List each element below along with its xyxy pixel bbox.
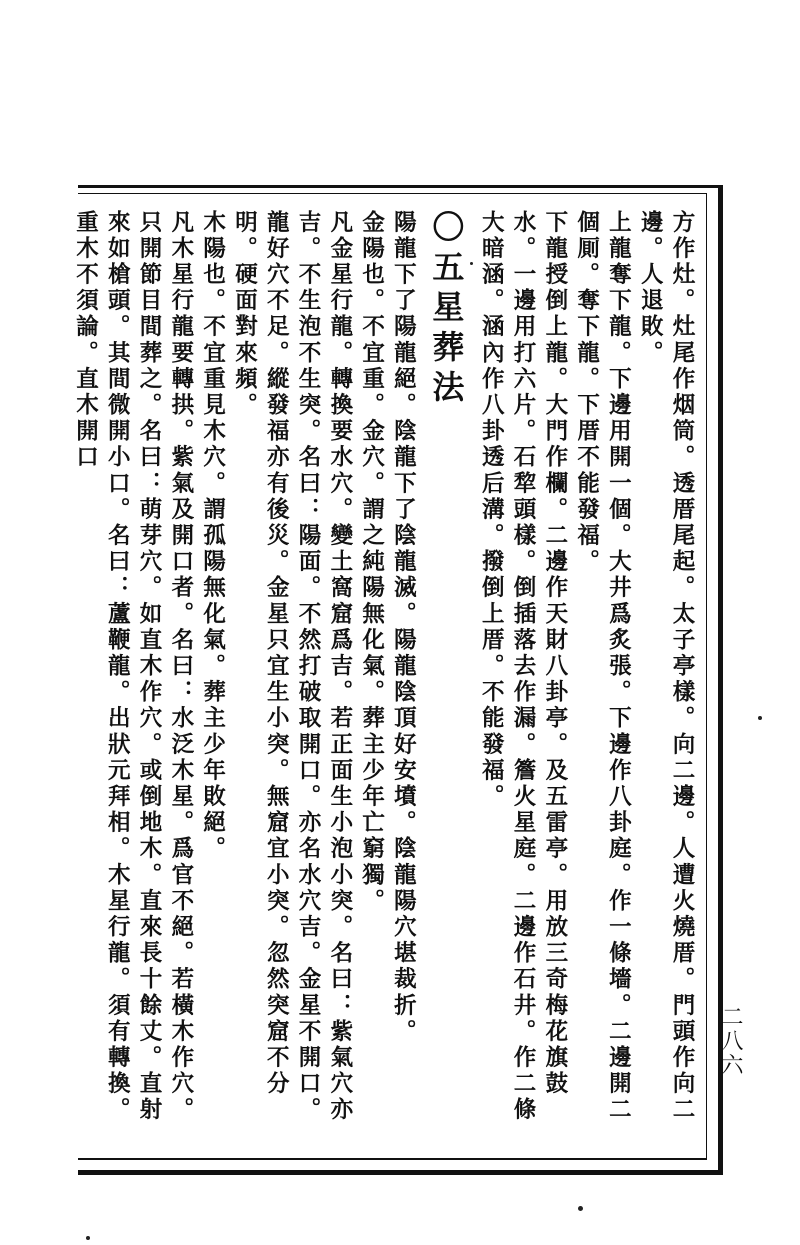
section-heading: 〇五星葬法 [427, 210, 466, 410]
paragraph-5: 金陽也。不宜重。金穴。謂之純陽無化氣。葬主少年亡窮獨。 [358, 210, 385, 915]
paragraph-3: 下龍授倒上龍。大門作欄。二邊作天財八卦亭。及五雷亭。用放三奇梅花旗鼓水。一邊用打六片。石犂頭樣。倒插落去作漏。簷火星庭。二邊作石井。作二條大暗涵。涵內作八卦透后溝。撥倒上厝。不能發福。 [478, 210, 568, 1124]
page-number: 二八六 [718, 1005, 743, 1077]
paragraph-1: 方作灶。灶尾作烟筒。透厝尾起。太子亭樣。向二邊。人遭火燒厝。門頭作向二邊。人退敗。 [637, 210, 695, 1124]
scan-speck [86, 1236, 90, 1240]
paragraph-4: 陽龍下了陽龍絕。陰龍下了陰龍滅。陽龍陰頂好安墳。陰龍陽穴堪裁折。 [390, 210, 417, 1046]
paragraph-8: 凡木星行龍要轉拱。紫氣及開口者。名曰：水泛木星。爲官不絕。若橫木作穴。只開節目間葬之。名曰：萌芽穴。如直木作穴。或倒地木。直來長十餘丈。直射來如槍頭。其間微開小口。名曰：蘆鞭龍。出狀元拜相。木星行龍。須有轉換。重木不須論。直木開口 [72, 210, 194, 1124]
paragraph-2: 上龍奪下龍。下邊用開一個。大井爲炙張。下邊作八卦庭。作一條墻。二邊開二個厠。奪下龍。下厝不能發福。 [573, 210, 632, 1124]
scan-speck [578, 1206, 583, 1211]
paragraph-6: 凡金星行龍。轉換要水穴。變土窩窟爲吉。若正面生小泡小突。名曰：紫氣穴亦吉。不生泡不生突。名曰：陽面。不然打破取開口。亦名水穴吉。金星不開口。龍好穴不足。縱發福亦有後災。金星只宜生小突。無窟宜小突。忽然突窟不分明。硬面對來頻。 [231, 210, 353, 1124]
scan-speck [470, 262, 473, 265]
scan-speck [758, 716, 762, 720]
vertical-text-block [72, 210, 697, 1145]
paragraph-7: 木陽也。不宜重見木穴。謂孤陽無化氣。葬主少年敗絕。 [199, 210, 226, 863]
